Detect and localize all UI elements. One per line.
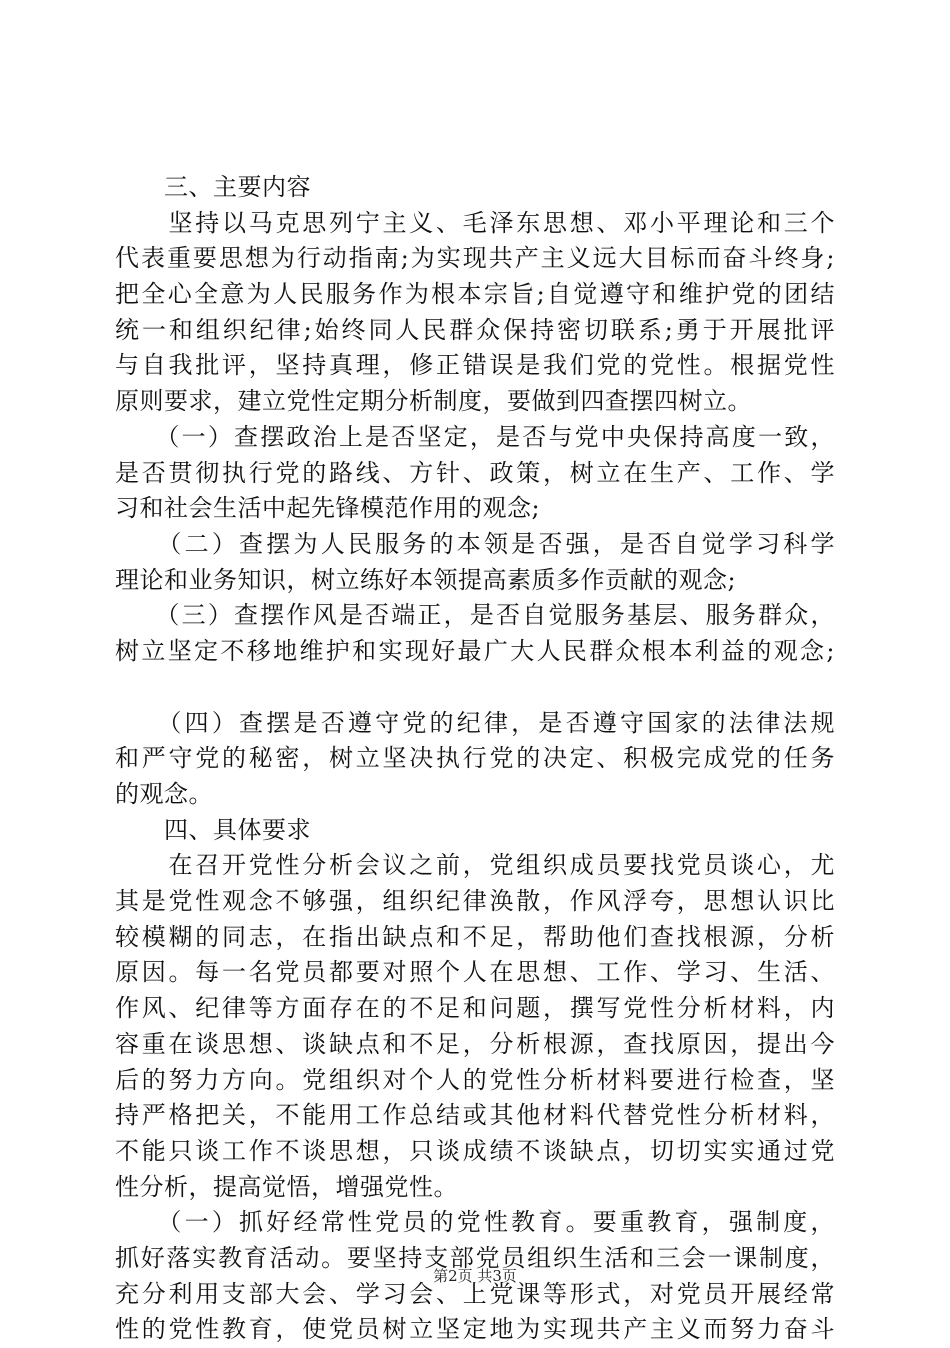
text-line: 三、主要内容: [115, 173, 311, 201]
text-line: 与自我批评，坚持真理，修正错误是我们党的党性。根据党性: [115, 351, 835, 380]
text-line: 代表重要思想为行动指南;为实现共产主义远大目标而奋斗终身;: [115, 244, 835, 273]
text-line: （四）查摆是否遵守党的纪律，是否遵守国家的法律法规: [115, 708, 835, 737]
text-line: 其是党性观念不够强，组织纪律涣散，作风浮夸，思想认识比: [115, 887, 835, 916]
text-line: 充分利用支部大会、学习会、上党课等形式，对党员开展经常: [115, 1279, 835, 1308]
text-line: 持严格把关，不能用工作总结或其他材料代替党性分析材料，: [115, 1101, 835, 1130]
text-line: （三）查摆作风是否端正，是否自觉服务基层、服务群众，: [115, 601, 835, 630]
text-line: 习和社会生活中起先锋模范作用的观念;: [115, 494, 541, 523]
text-line: 不能只谈工作不谈思想，只谈成绩不谈缺点，切切实实通过党: [115, 1136, 835, 1165]
text-line: 作风、纪律等方面存在的不足和问题，撰写党性分析材料，内: [115, 994, 835, 1023]
document-body: [115, 170, 835, 1348]
text-line: 抓好落实教育活动。要坚持支部党员组织生活和三会一课制度，: [115, 1243, 835, 1272]
text-line: 在召开党性分析会议之前，党组织成员要找党员谈心，尤: [115, 851, 835, 880]
text-line: 把全心全意为人民服务作为根本宗旨;自觉遵守和维护党的团结: [115, 280, 835, 309]
text-line: （一）查摆政治上是否坚定，是否与党中央保持高度一致，: [115, 422, 835, 451]
text-line: 较模糊的同志，在指出缺点和不足，帮助他们查找根源，分析: [115, 922, 835, 951]
text-line: 是否贯彻执行党的路线、方针、政策，树立在生产、工作、学: [115, 458, 835, 487]
text-line: 原因。每一名党员都要对照个人在思想、工作、学习、生活、: [115, 958, 835, 987]
page-footer: 第2页 共3页: [433, 1267, 517, 1285]
text-line: 树立坚定不移地维护和实现好最广大人民群众根本利益的观念;: [115, 636, 835, 665]
text-line: 理论和业务知识，树立练好本领提高素质多作贡献的观念;: [115, 565, 737, 594]
text-line: 容重在谈思想、谈缺点和不足，分析根源，查找原因，提出今: [115, 1029, 835, 1058]
text-line: （二）查摆为人民服务的本领是否强，是否自觉学习科学: [115, 529, 835, 558]
text-line: （一）抓好经常性党员的党性教育。要重教育，强制度，: [115, 1208, 835, 1237]
text-line: 原则要求，建立党性定期分析制度，要做到四查摆四树立。: [115, 387, 752, 416]
text-line: 性的党性教育，使党员树立坚定地为实现共产主义而努力奋斗: [115, 1315, 835, 1344]
text-line: 的观念。: [115, 780, 213, 808]
blank-line: [115, 670, 835, 706]
text-line: 坚持以马克思列宁主义、毛泽东思想、邓小平理论和三个: [115, 208, 835, 237]
text-line: 和严守党的秘密，树立坚决执行党的决定、积极完成党的任务: [115, 744, 835, 773]
text-line: 性分析，提高觉悟，增强党性。: [115, 1172, 458, 1201]
text-line: 后的努力方向。党组织对个人的党性分析材料要进行检查，坚: [115, 1065, 835, 1094]
text-line: 四、具体要求: [115, 815, 311, 844]
text-line: 统一和组织纪律;始终同人民群众保持密切联系;勇于开展批评: [115, 315, 835, 344]
